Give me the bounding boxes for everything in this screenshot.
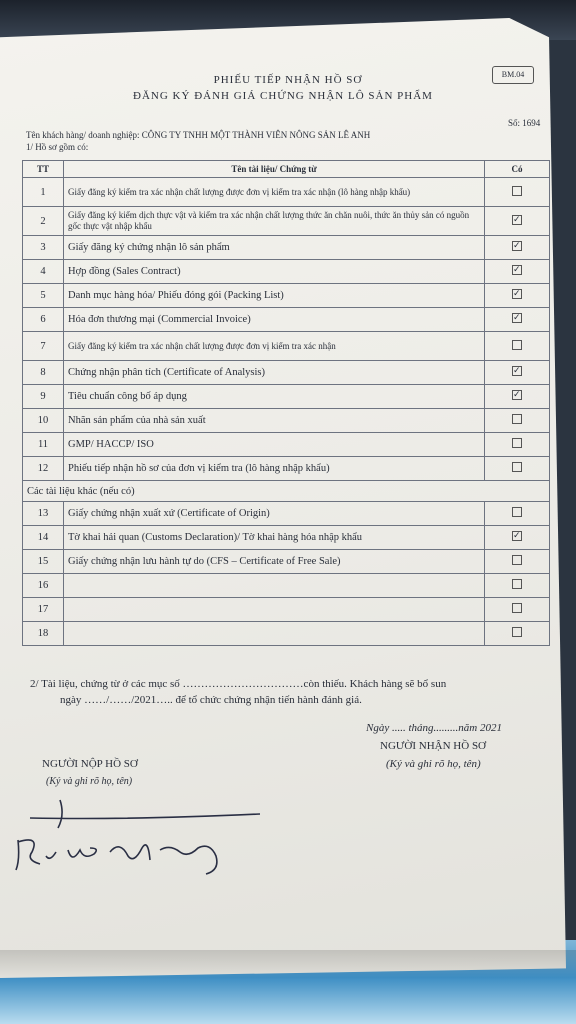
row-number: 8 xyxy=(23,361,64,385)
table-row xyxy=(23,332,550,361)
row-number: 13 xyxy=(23,502,64,526)
empty-checkbox-icon[interactable] xyxy=(512,340,522,350)
receiver-label: NGƯỜI NHẬN HỒ SƠ xyxy=(380,740,487,752)
table-row xyxy=(23,598,550,622)
other-documents-heading: Các tài liệu khác (nếu có) xyxy=(23,481,550,502)
document-name: Hóa đơn thương mại (Commercial Invoice) xyxy=(64,308,485,332)
checked-checkbox-icon[interactable] xyxy=(512,241,522,251)
has-document-cell xyxy=(485,526,550,550)
empty-checkbox-icon[interactable] xyxy=(512,603,522,613)
row-number: 5 xyxy=(23,284,64,308)
form-code-badge: BM.04 xyxy=(492,66,534,84)
submitter-sign-hint: (Ký và ghi rõ họ, tên) xyxy=(46,776,133,787)
table-row xyxy=(23,433,550,457)
checked-checkbox-icon[interactable] xyxy=(512,366,522,376)
table-row xyxy=(23,178,550,207)
empty-checkbox-icon[interactable] xyxy=(512,555,522,565)
document-name xyxy=(64,622,485,646)
table-row xyxy=(23,457,550,481)
documents-table xyxy=(22,160,550,646)
has-document-cell xyxy=(485,502,550,526)
document-number: Số: 1694 xyxy=(508,118,541,128)
document-name: Giấy đăng ký chứng nhận lô sản phẩm xyxy=(64,236,485,260)
table-row xyxy=(23,574,550,598)
documents-heading: 1/ Hồ sơ gồm có: xyxy=(26,142,89,152)
checked-checkbox-icon[interactable] xyxy=(512,265,522,275)
row-number: 1 xyxy=(23,178,64,207)
empty-checkbox-icon[interactable] xyxy=(512,462,522,472)
table-row xyxy=(23,260,550,284)
has-document-cell xyxy=(485,260,550,284)
table-row xyxy=(23,207,550,236)
row-number: 11 xyxy=(23,433,64,457)
table-row xyxy=(23,236,550,260)
table-row xyxy=(23,385,550,409)
checked-checkbox-icon[interactable] xyxy=(512,289,522,299)
empty-checkbox-icon[interactable] xyxy=(512,579,522,589)
has-document-cell xyxy=(485,409,550,433)
has-document-cell xyxy=(485,622,550,646)
has-document-cell xyxy=(485,207,550,236)
empty-checkbox-icon[interactable] xyxy=(512,414,522,424)
row-number: 7 xyxy=(23,332,64,361)
has-document-cell xyxy=(485,574,550,598)
row-number: 9 xyxy=(23,385,64,409)
document-name: Giấy đăng ký kiểm tra xác nhận chất lượng được đơn vị kiểm tra xác nhận (lô hàng nhập khẩu) xyxy=(64,178,485,207)
table-header-row xyxy=(23,161,550,178)
receipt-date: Ngày ..... tháng.........năm 2021 xyxy=(366,722,502,734)
has-document-cell xyxy=(485,457,550,481)
row-number: 4 xyxy=(23,260,64,284)
has-document-cell xyxy=(485,385,550,409)
table-row xyxy=(23,409,550,433)
has-document-cell xyxy=(485,284,550,308)
has-document-cell xyxy=(485,598,550,622)
has-document-cell xyxy=(485,178,550,207)
submitter-label: NGƯỜI NỘP HỒ SƠ xyxy=(42,758,138,770)
other-documents-section xyxy=(23,481,550,502)
has-document-cell xyxy=(485,433,550,457)
handwritten-signature xyxy=(10,790,270,880)
table-row xyxy=(23,361,550,385)
row-number: 3 xyxy=(23,236,64,260)
table-row xyxy=(23,550,550,574)
header-co: Có xyxy=(485,161,550,178)
document-name xyxy=(64,598,485,622)
header-document-name: Tên tài liệu/ Chứng từ xyxy=(64,161,485,178)
row-number: 6 xyxy=(23,308,64,332)
checked-checkbox-icon[interactable] xyxy=(512,313,522,323)
document-name: Tờ khai hải quan (Customs Declaration)/ Tờ khai hàng hóa nhập khẩu xyxy=(64,526,485,550)
document-name: Giấy đăng ký kiểm dịch thực vật và kiểm tra xác nhận chất lượng thức ăn chăn nuôi, thức ăn thủy sản có nguồn gốc thực vật nhập khẩu xyxy=(64,207,485,236)
document-name: Nhãn sản phẩm của nhà sản xuất xyxy=(64,409,485,433)
document-name: Giấy chứng nhận xuất xứ (Certificate of Origin) xyxy=(64,502,485,526)
table-row xyxy=(23,502,550,526)
checked-checkbox-icon[interactable] xyxy=(512,390,522,400)
empty-checkbox-icon[interactable] xyxy=(512,186,522,196)
row-number: 15 xyxy=(23,550,64,574)
checked-checkbox-icon[interactable] xyxy=(512,215,522,225)
document-name: Hợp đồng (Sales Contract) xyxy=(64,260,485,284)
row-number: 16 xyxy=(23,574,64,598)
table-row xyxy=(23,622,550,646)
row-number: 18 xyxy=(23,622,64,646)
has-document-cell xyxy=(485,332,550,361)
header-tt: TT xyxy=(23,161,64,178)
document-name: Giấy đăng ký kiểm tra xác nhận chất lượng được đơn vị kiểm tra xác nhận xyxy=(64,332,485,361)
paper-shadow xyxy=(0,950,576,980)
missing-documents-note: 2/ Tài liệu, chứng từ ở các mục số ……………………………còn thiếu. Khách hàng sẽ bổ sun xyxy=(30,678,447,690)
document-name xyxy=(64,574,485,598)
supplement-date-note: ngày ……/……/2021….. để tổ chức chứng nhận tiến hành đánh giá. xyxy=(60,694,362,706)
table-row xyxy=(23,284,550,308)
empty-checkbox-icon[interactable] xyxy=(512,507,522,517)
row-number: 14 xyxy=(23,526,64,550)
customer-name-line: Tên khách hàng/ doanh nghiệp: CÔNG TY TNHH MỘT THÀNH VIÊN NÔNG SẢN LÊ ANH xyxy=(26,130,371,140)
form-title: PHIẾU TIẾP NHẬN HỒ SƠ xyxy=(213,74,363,86)
has-document-cell xyxy=(485,550,550,574)
has-document-cell xyxy=(485,308,550,332)
row-number: 17 xyxy=(23,598,64,622)
has-document-cell xyxy=(485,236,550,260)
empty-checkbox-icon[interactable] xyxy=(512,627,522,637)
document-name: Danh mục hàng hóa/ Phiếu đóng gói (Packing List) xyxy=(64,284,485,308)
checked-checkbox-icon[interactable] xyxy=(512,531,522,541)
table-row xyxy=(23,308,550,332)
row-number: 2 xyxy=(23,207,64,236)
row-number: 12 xyxy=(23,457,64,481)
form-subtitle: ĐĂNG KÝ ĐÁNH GIÁ CHỨNG NHẬN LÔ SẢN PHẨM xyxy=(133,90,433,102)
document-name: Tiêu chuẩn công bố áp dụng xyxy=(64,385,485,409)
has-document-cell xyxy=(485,361,550,385)
table-row xyxy=(23,526,550,550)
empty-checkbox-icon[interactable] xyxy=(512,438,522,448)
receiver-sign-hint: (Ký và ghi rõ họ, tên) xyxy=(386,758,481,770)
document-name: Giấy chứng nhận lưu hành tự do (CFS – Certificate of Free Sale) xyxy=(64,550,485,574)
document-name: Chứng nhận phân tích (Certificate of Analysis) xyxy=(64,361,485,385)
document-name: GMP/ HACCP/ ISO xyxy=(64,433,485,457)
document-name: Phiếu tiếp nhận hồ sơ của đơn vị kiểm tra (lô hàng nhập khẩu) xyxy=(64,457,485,481)
row-number: 10 xyxy=(23,409,64,433)
